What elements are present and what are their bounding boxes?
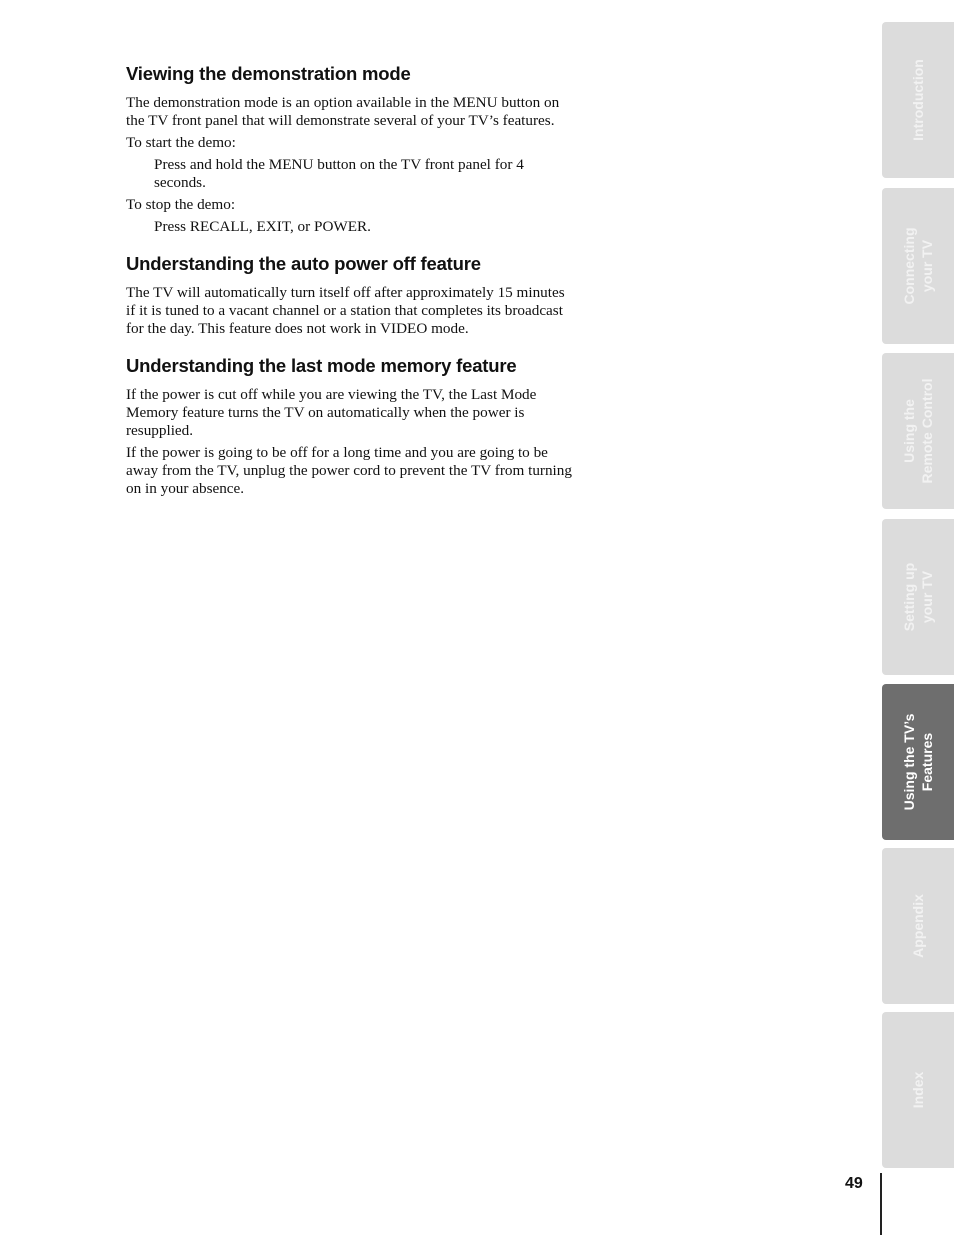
tab-setting-up-your-tv[interactable]	[882, 519, 954, 675]
tab-label: Using the TV’s Features	[901, 713, 935, 811]
tab-label: Index	[910, 1071, 926, 1109]
tab-label: Introduction	[910, 59, 926, 141]
tab-index[interactable]	[882, 1012, 954, 1168]
tab-label: Appendix	[910, 894, 926, 958]
section-auto-power-off	[126, 253, 576, 338]
page-content	[126, 60, 576, 502]
section-heading: Understanding the auto power off feature	[126, 253, 481, 274]
tab-label: Using the Remote Control	[901, 378, 935, 484]
tab-introduction[interactable]	[882, 22, 954, 178]
page-number: 49	[845, 1175, 863, 1192]
paragraph: The TV will automatically turn itself off after approximately 15 minutes if it is tuned to a vacant channel or a station that completes its broadcast for the day. This feature does not work in VIDEO mode.	[126, 284, 565, 337]
tab-label: Connecting your TV	[901, 227, 935, 305]
tab-connecting-your-tv[interactable]	[882, 188, 954, 344]
paragraph: If the power is going to be off for a long time and you are going to be away from the TV, unplug the power cord to prevent the TV from turning on in your absence.	[126, 444, 572, 497]
indented-instruction: Press and hold the MENU button on the TV front panel for 4 seconds.	[154, 156, 524, 191]
tab-using-the-remote-control[interactable]	[882, 353, 954, 509]
tab-label: Setting up your TV	[901, 562, 935, 632]
vertical-rule	[880, 1173, 882, 1235]
tab-appendix[interactable]	[882, 848, 954, 1004]
section-heading: Understanding the last mode memory feature	[126, 355, 517, 376]
paragraph: If the power is cut off while you are viewing the TV, the Last Mode Memory feature turns the TV on automatically when the power is resupplied.	[126, 386, 537, 439]
tab-using-the-tvs-features[interactable]	[882, 684, 954, 840]
section-last-mode-memory	[126, 355, 576, 498]
section-heading: Viewing the demonstration mode	[126, 63, 411, 84]
paragraph: To stop the demo:	[126, 196, 236, 213]
paragraph: To start the demo:	[126, 134, 236, 151]
indented-instruction: Press RECALL, EXIT, or POWER.	[154, 218, 371, 235]
paragraph: The demonstration mode is an option available in the MENU button on the TV front panel that will demonstrate several of your TV’s features.	[126, 94, 560, 129]
section-demonstration-mode	[126, 63, 576, 236]
